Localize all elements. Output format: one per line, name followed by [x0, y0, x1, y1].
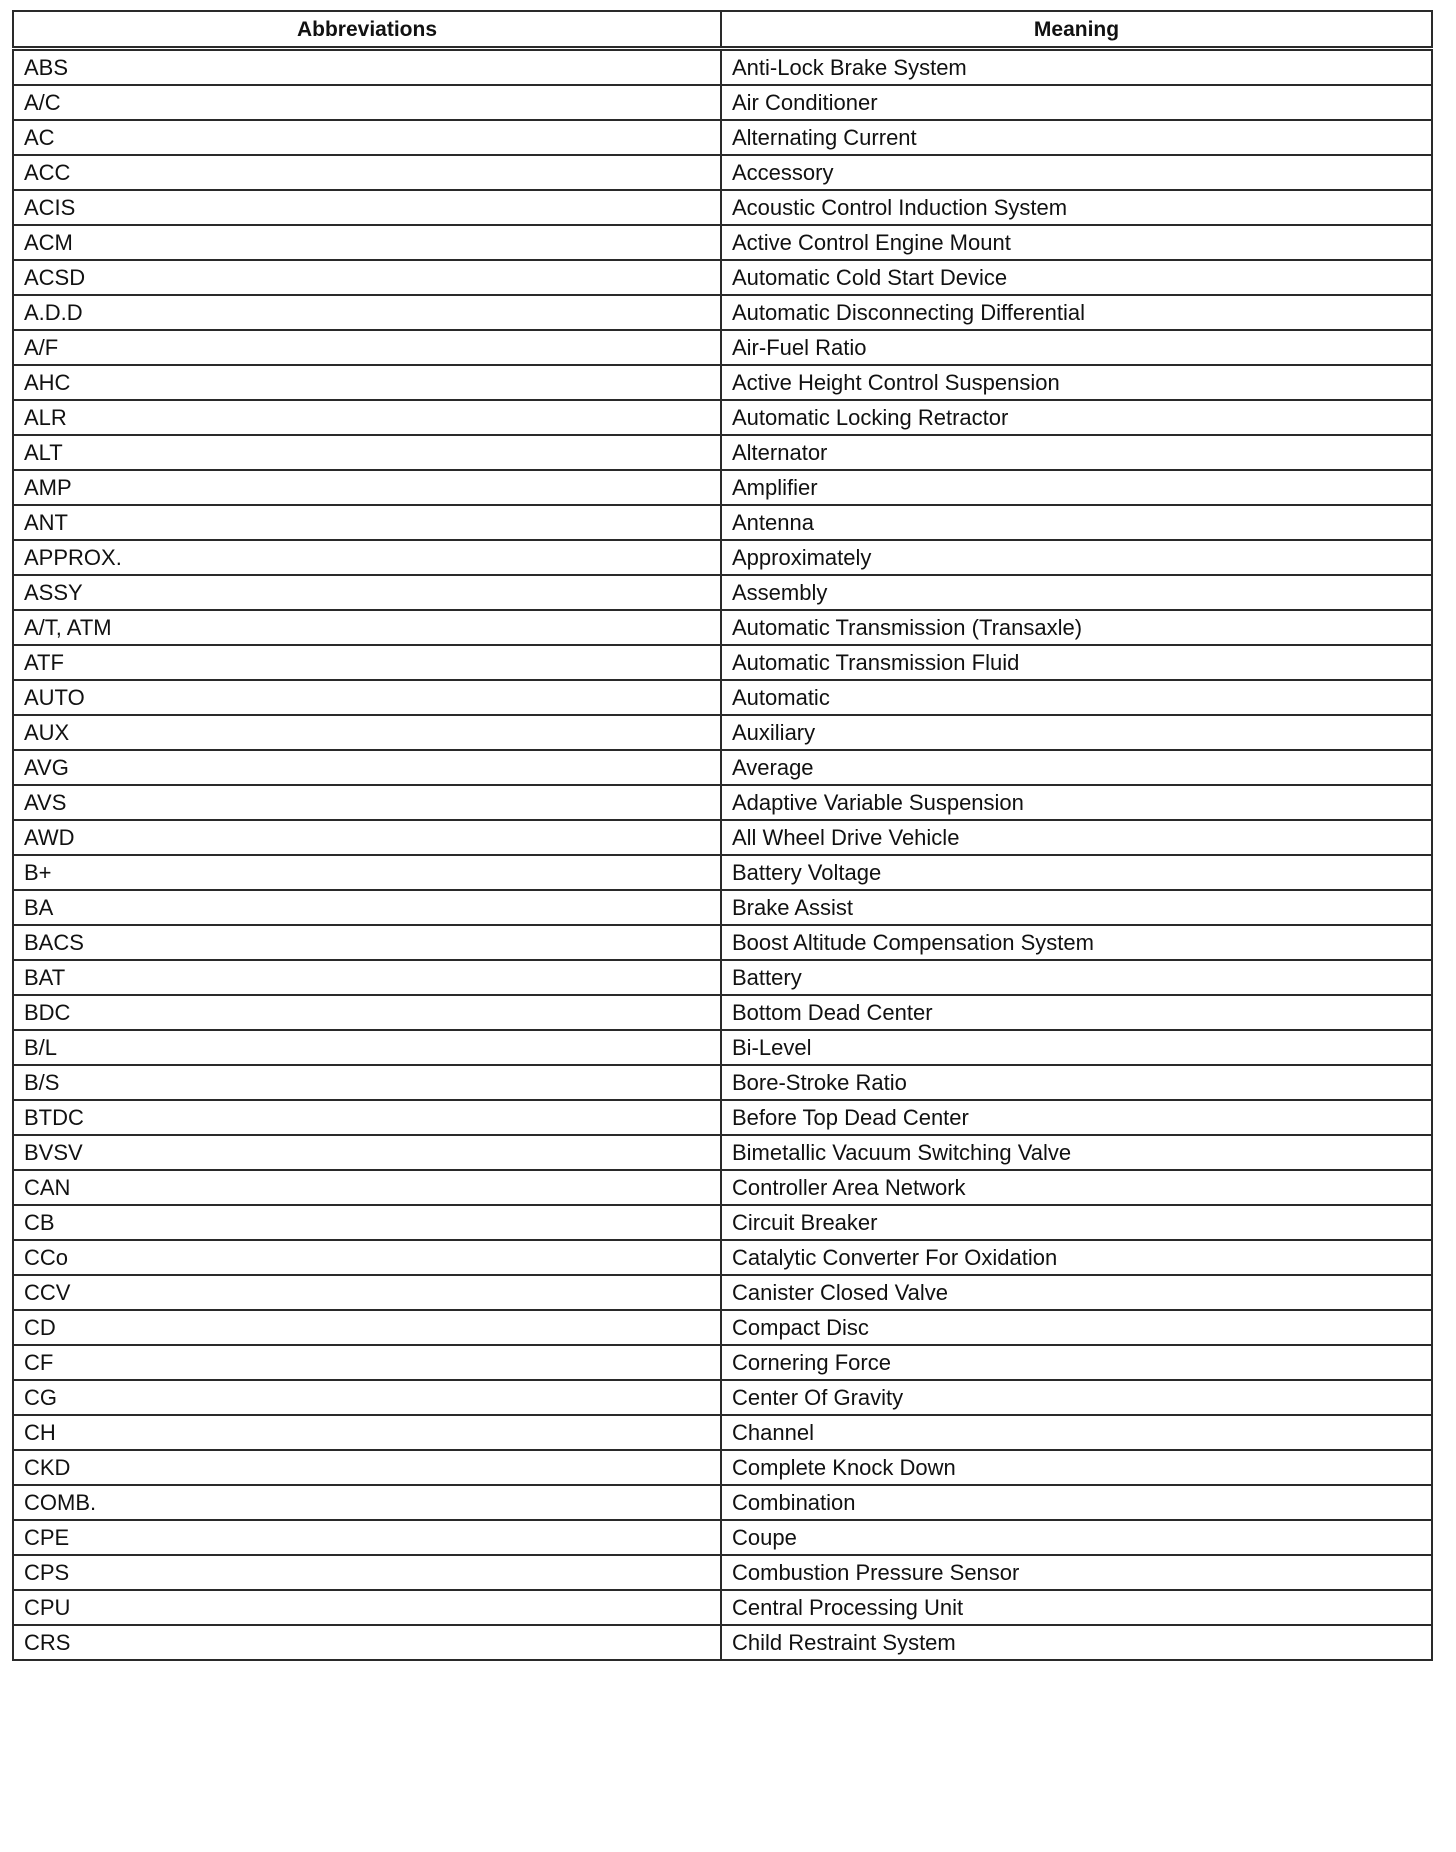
table-row — [13, 1590, 1432, 1625]
table-row — [13, 1100, 1432, 1135]
table-row — [13, 1030, 1432, 1065]
abbreviation-cell: B/L — [13, 1030, 721, 1065]
meaning-cell: Automatic Transmission (Transaxle) — [721, 610, 1432, 645]
meaning-cell: Coupe — [721, 1520, 1432, 1555]
table-row — [13, 85, 1432, 120]
meaning-cell: Amplifier — [721, 470, 1432, 505]
table-row — [13, 470, 1432, 505]
table-row — [13, 1275, 1432, 1310]
meaning-cell: Automatic Transmission Fluid — [721, 645, 1432, 680]
table-row — [13, 1345, 1432, 1380]
meaning-cell: Acoustic Control Induction System — [721, 190, 1432, 225]
table-row — [13, 225, 1432, 260]
table-row — [13, 610, 1432, 645]
table-row — [13, 330, 1432, 365]
table-row — [13, 505, 1432, 540]
meaning-cell: Automatic Locking Retractor — [721, 400, 1432, 435]
meaning-cell: Alternating Current — [721, 120, 1432, 155]
meaning-cell: Circuit Breaker — [721, 1205, 1432, 1240]
table-row — [13, 400, 1432, 435]
meaning-cell: Combustion Pressure Sensor — [721, 1555, 1432, 1590]
table-row — [13, 785, 1432, 820]
table-row — [13, 1135, 1432, 1170]
abbreviation-cell: APPROX. — [13, 540, 721, 575]
meaning-cell: Before Top Dead Center — [721, 1100, 1432, 1135]
meaning-cell: Alternator — [721, 435, 1432, 470]
meaning-cell: Complete Knock Down — [721, 1450, 1432, 1485]
table-row — [13, 820, 1432, 855]
table-row — [13, 1415, 1432, 1450]
abbreviation-cell: BDC — [13, 995, 721, 1030]
abbreviation-cell: ACM — [13, 225, 721, 260]
abbreviation-cell: ABS — [13, 49, 721, 86]
abbreviation-cell: CF — [13, 1345, 721, 1380]
meaning-cell: Compact Disc — [721, 1310, 1432, 1345]
meaning-cell: Battery — [721, 960, 1432, 995]
meaning-cell: Bore-Stroke Ratio — [721, 1065, 1432, 1100]
meaning-cell: Automatic Cold Start Device — [721, 260, 1432, 295]
meaning-cell: Child Restraint System — [721, 1625, 1432, 1660]
meaning-cell: Bi-Level — [721, 1030, 1432, 1065]
abbreviation-cell: AMP — [13, 470, 721, 505]
abbreviation-cell: ANT — [13, 505, 721, 540]
meaning-cell: Catalytic Converter For Oxidation — [721, 1240, 1432, 1275]
abbreviation-cell: AUX — [13, 715, 721, 750]
abbreviation-cell: ACIS — [13, 190, 721, 225]
abbreviation-cell: CPE — [13, 1520, 721, 1555]
table-row — [13, 1625, 1432, 1660]
meaning-cell: Automatic — [721, 680, 1432, 715]
abbreviation-cell: BA — [13, 890, 721, 925]
abbreviation-cell: COMB. — [13, 1485, 721, 1520]
abbreviation-cell: CB — [13, 1205, 721, 1240]
meaning-cell: All Wheel Drive Vehicle — [721, 820, 1432, 855]
table-row — [13, 365, 1432, 400]
abbreviation-cell: BACS — [13, 925, 721, 960]
abbreviation-cell: B+ — [13, 855, 721, 890]
meaning-cell: Brake Assist — [721, 890, 1432, 925]
header-meaning: Meaning — [721, 11, 1432, 49]
abbreviation-cell: CCV — [13, 1275, 721, 1310]
meaning-cell: Channel — [721, 1415, 1432, 1450]
abbreviation-cell: A/C — [13, 85, 721, 120]
table-row — [13, 715, 1432, 750]
meaning-cell: Antenna — [721, 505, 1432, 540]
abbreviation-cell: B/S — [13, 1065, 721, 1100]
abbreviation-cell: ASSY — [13, 575, 721, 610]
table-row — [13, 1240, 1432, 1275]
abbreviation-cell: A.D.D — [13, 295, 721, 330]
abbreviation-cell: AHC — [13, 365, 721, 400]
meaning-cell: Automatic Disconnecting Differential — [721, 295, 1432, 330]
meaning-cell: Bimetallic Vacuum Switching Valve — [721, 1135, 1432, 1170]
abbreviation-cell: A/F — [13, 330, 721, 365]
abbreviation-cell: CKD — [13, 1450, 721, 1485]
abbreviation-cell: ACC — [13, 155, 721, 190]
abbreviation-cell: CPS — [13, 1555, 721, 1590]
table-row — [13, 1205, 1432, 1240]
table-row — [13, 1380, 1432, 1415]
abbreviation-cell: BAT — [13, 960, 721, 995]
abbreviation-cell: AC — [13, 120, 721, 155]
meaning-cell: Assembly — [721, 575, 1432, 610]
abbreviation-cell: CRS — [13, 1625, 721, 1660]
table-row — [13, 645, 1432, 680]
table-row — [13, 1170, 1432, 1205]
table-row — [13, 1450, 1432, 1485]
table-row — [13, 1065, 1432, 1100]
meaning-cell: Battery Voltage — [721, 855, 1432, 890]
abbreviation-cell: CD — [13, 1310, 721, 1345]
abbreviation-cell: ATF — [13, 645, 721, 680]
table-row — [13, 540, 1432, 575]
meaning-cell: Combination — [721, 1485, 1432, 1520]
meaning-cell: Canister Closed Valve — [721, 1275, 1432, 1310]
table-row — [13, 190, 1432, 225]
abbreviation-cell: AUTO — [13, 680, 721, 715]
meaning-cell: Cornering Force — [721, 1345, 1432, 1380]
table-row — [13, 1555, 1432, 1590]
abbreviation-cell: AVG — [13, 750, 721, 785]
abbreviation-cell: BVSV — [13, 1135, 721, 1170]
table-row — [13, 680, 1432, 715]
meaning-cell: Air Conditioner — [721, 85, 1432, 120]
table-row — [13, 1520, 1432, 1555]
meaning-cell: Adaptive Variable Suspension — [721, 785, 1432, 820]
meaning-cell: Average — [721, 750, 1432, 785]
table-row — [13, 995, 1432, 1030]
meaning-cell: Controller Area Network — [721, 1170, 1432, 1205]
table-row — [13, 260, 1432, 295]
meaning-cell: Central Processing Unit — [721, 1590, 1432, 1625]
meaning-cell: Approximately — [721, 540, 1432, 575]
table-row — [13, 295, 1432, 330]
meaning-cell: Boost Altitude Compensation System — [721, 925, 1432, 960]
abbreviation-cell: AVS — [13, 785, 721, 820]
meaning-cell: Active Height Control Suspension — [721, 365, 1432, 400]
abbreviations-table — [12, 10, 1433, 1661]
meaning-cell: Accessory — [721, 155, 1432, 190]
abbreviation-cell: CH — [13, 1415, 721, 1450]
abbreviation-cell: CCo — [13, 1240, 721, 1275]
table-row — [13, 120, 1432, 155]
abbreviation-cell: CPU — [13, 1590, 721, 1625]
header-row — [13, 11, 1432, 49]
meaning-cell: Auxiliary — [721, 715, 1432, 750]
abbreviation-cell: CAN — [13, 1170, 721, 1205]
abbreviation-cell: ALT — [13, 435, 721, 470]
table-row — [13, 960, 1432, 995]
meaning-cell: Center Of Gravity — [721, 1380, 1432, 1415]
abbreviation-cell: CG — [13, 1380, 721, 1415]
abbreviation-cell: BTDC — [13, 1100, 721, 1135]
meaning-cell: Anti-Lock Brake System — [721, 49, 1432, 86]
table-row — [13, 1485, 1432, 1520]
table-row — [13, 575, 1432, 610]
header-abbreviations: Abbreviations — [13, 11, 721, 49]
table-row — [13, 750, 1432, 785]
abbreviation-cell: ACSD — [13, 260, 721, 295]
meaning-cell: Active Control Engine Mount — [721, 225, 1432, 260]
table-row — [13, 925, 1432, 960]
abbreviation-cell: ALR — [13, 400, 721, 435]
meaning-cell: Air-Fuel Ratio — [721, 330, 1432, 365]
table-header — [13, 11, 1432, 49]
table-row — [13, 890, 1432, 925]
abbreviation-cell: A/T, ATM — [13, 610, 721, 645]
table-row — [13, 155, 1432, 190]
meaning-cell: Bottom Dead Center — [721, 995, 1432, 1030]
table-body — [13, 49, 1432, 1661]
table-row — [13, 1310, 1432, 1345]
abbreviation-cell: AWD — [13, 820, 721, 855]
table-row — [13, 855, 1432, 890]
table-row — [13, 435, 1432, 470]
table-row — [13, 49, 1432, 86]
